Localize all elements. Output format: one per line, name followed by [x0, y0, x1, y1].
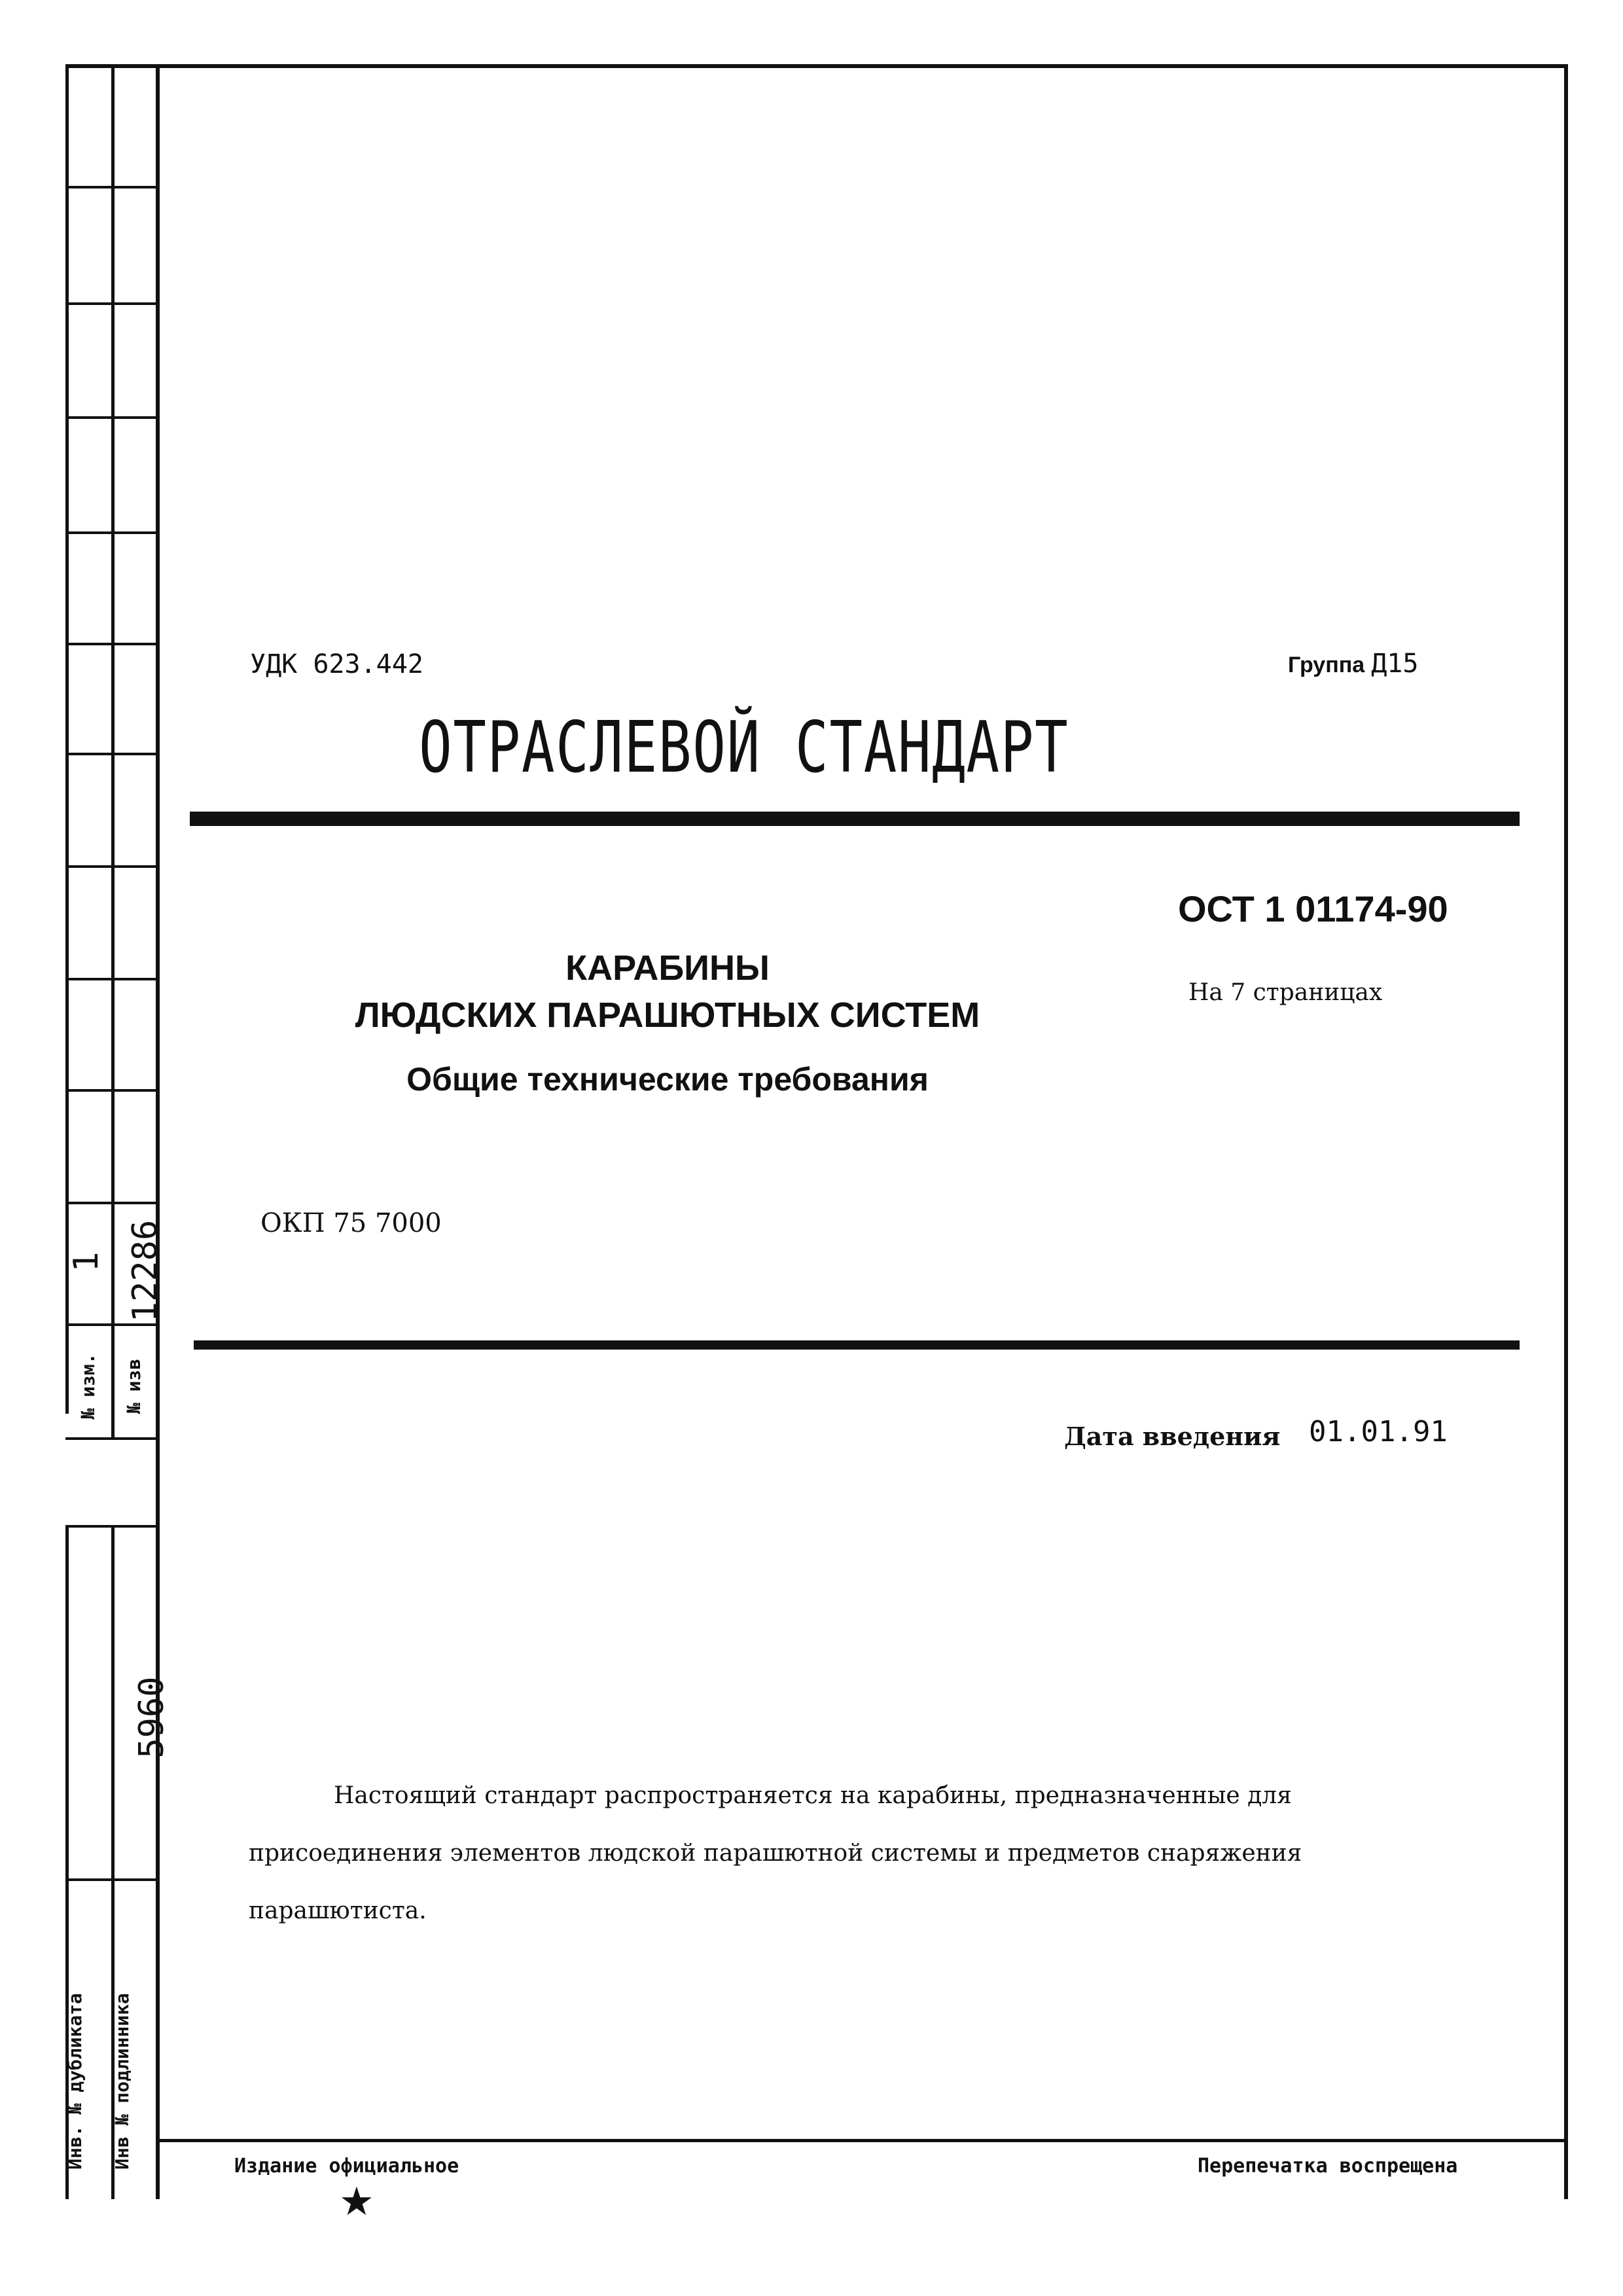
notice-no-label: № изв — [123, 1358, 145, 1414]
notice-no-value: 12286 — [126, 1219, 165, 1323]
strip-cell-divider — [65, 1525, 157, 1528]
strip-cell-divider — [65, 643, 157, 645]
frame-right-border — [1564, 65, 1568, 2199]
heavy-rule-top — [190, 812, 1520, 826]
strip-cell-divider — [65, 1089, 157, 1092]
strip-cell-divider — [65, 531, 157, 534]
standard-designation: ОСТ 1 01174-90 — [1178, 888, 1448, 929]
strip-cell-divider — [65, 978, 157, 980]
document-title-line-1: КАРАБИНЫ — [565, 948, 770, 988]
original-inventory-label: Инв № подлинника — [111, 1993, 133, 2170]
star-icon: ★ — [339, 2179, 374, 2225]
page-count: На 7 страницах — [1188, 979, 1383, 1006]
heavy-rule-middle — [194, 1340, 1520, 1350]
change-no-label: № изм. — [77, 1353, 99, 1420]
strip-cell-divider — [65, 186, 157, 188]
strip-cell-divider — [65, 753, 157, 755]
group-code — [1288, 648, 1418, 679]
standard-title: ОТРАСЛЕВОЙ СТАНДАРТ — [419, 707, 1069, 789]
document-title-line-2: ЛЮДСКИХ ПАРАШЮТНЫХ СИСТЕМ — [355, 996, 980, 1035]
effective-date-value: 01.01.91 — [1309, 1415, 1448, 1448]
strip-outer-line-upper — [65, 65, 69, 1414]
original-inventory-value: 5960 — [132, 1676, 171, 1759]
strip-cell-divider — [65, 302, 157, 305]
group-value: Д15 — [1371, 649, 1419, 679]
scope-paragraph: Настоящий стандарт распространяется на карабины, предназначенные для присоединения элементов людской парашютной системы и предметов снаряжения парашютиста. — [249, 1782, 1302, 1924]
frame-top-border — [65, 64, 1568, 68]
group-label: Группа — [1288, 653, 1365, 677]
strip-cell-divider — [65, 416, 157, 419]
reprint-prohibited-note: Перепечатка воспрещена — [1198, 2155, 1458, 2178]
udk-code: УДК 623.442 — [250, 649, 423, 679]
document-subtitle: Общие технические требования — [406, 1061, 929, 1098]
duplicate-inventory-label: Инв. № дубликата — [64, 1993, 86, 2170]
change-no-value: 1 — [67, 1251, 106, 1272]
strip-cell-divider — [65, 1878, 157, 1881]
strip-cell-divider — [65, 865, 157, 868]
official-edition-note: Издание официальное — [234, 2155, 459, 2178]
footer-rule — [156, 2139, 1568, 2142]
effective-date-label: Дата введения — [1064, 1422, 1281, 1451]
okp-code: ОКП 75 7000 — [260, 1208, 442, 1238]
